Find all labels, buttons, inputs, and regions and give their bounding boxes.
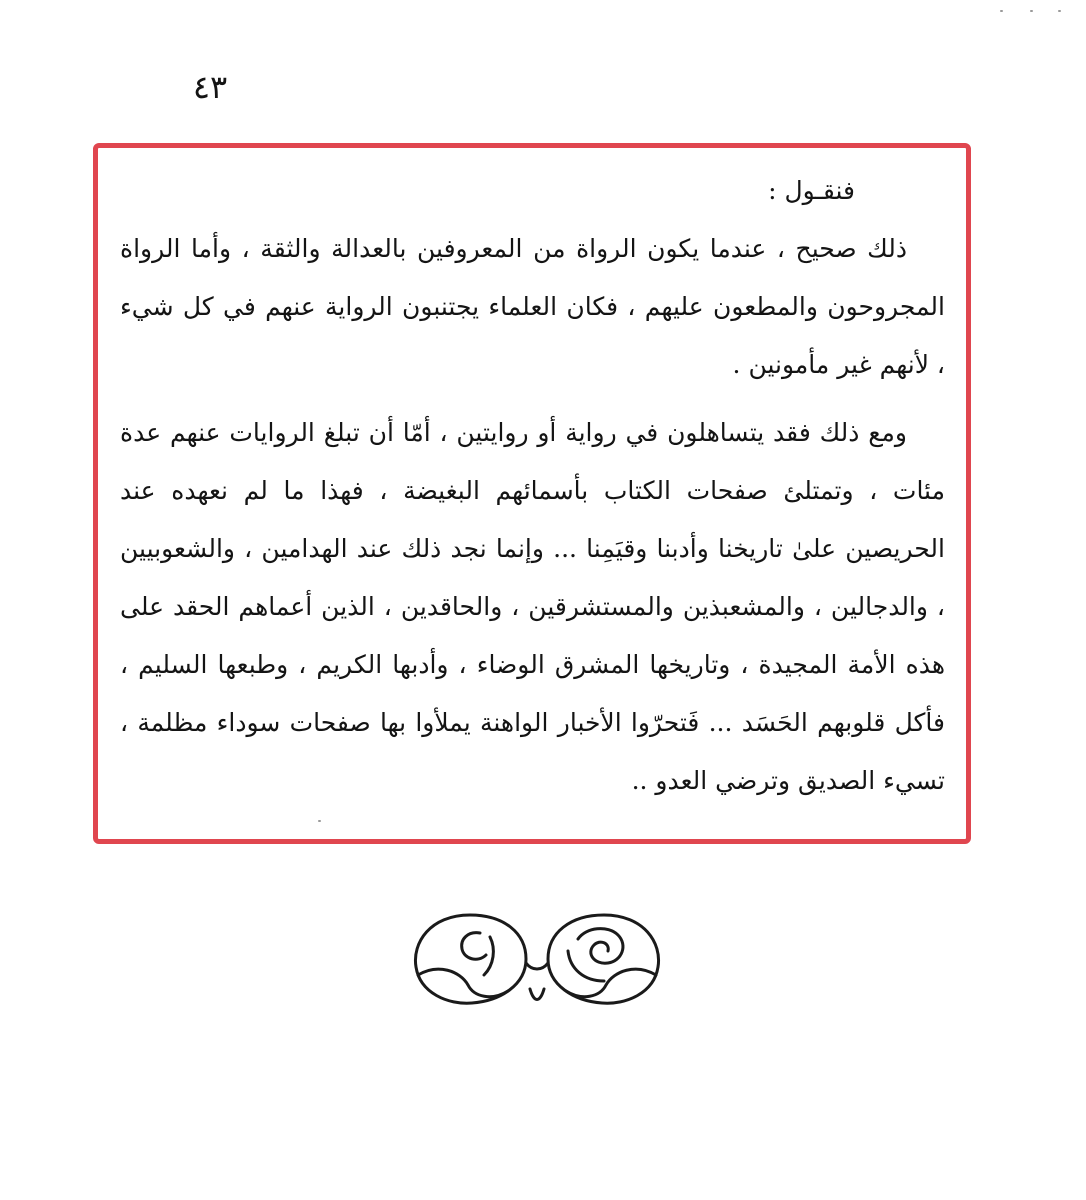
passage-text [120, 162, 945, 810]
page-number: ٤٣ [192, 68, 228, 106]
paragraph-2: ومع ذلك فقد يتساهلون في رواية أو روايتين ، أمّا أن تبلغ الروايات عنهم عدة مئات ، وتمتلئ صفحات الكتاب بأسمائهم البغيضة ، فهذا ما لم نعهده عند الحريصين علىٰ تاريخنا وأدبنا وقيَمِنا ... وإنما نجد ذلك عند الهدامين ، والشعوبيين ، والدجالين ، والمشعبذين والمستشرقين ، والحاقدين ، الذين أعماهم الحقد على هذه الأمة المجيدة ، وتاريخها المشرق الوضاء ، وأدبها الكريم ، وطبعها السليم ، فأكل قلوبهم الحَسَد ... فَتحرّوا الأخبار الواهنة يملأوا بها صفحات سوداء مظلمة ، تسيء الصديق وترضي العدو .. [120, 418, 945, 795]
scan-speck [1000, 10, 1003, 12]
floral-ornament-icon [408, 905, 668, 1015]
scan-speck [318, 820, 321, 822]
scan-speck [1058, 10, 1061, 12]
passage-heading: فنقـول : [768, 176, 855, 205]
paragraph-1: ذلك صحيح ، عندما يكون الرواة من المعروفين بالعدالة والثقة ، وأما الرواة المجروحون والمطعون عليهم ، فكان العلماء يجتنبون الرواية عنهم في كل شيء ، لأنهم غير مأمونين . [120, 234, 945, 379]
scan-speck [1030, 10, 1033, 12]
